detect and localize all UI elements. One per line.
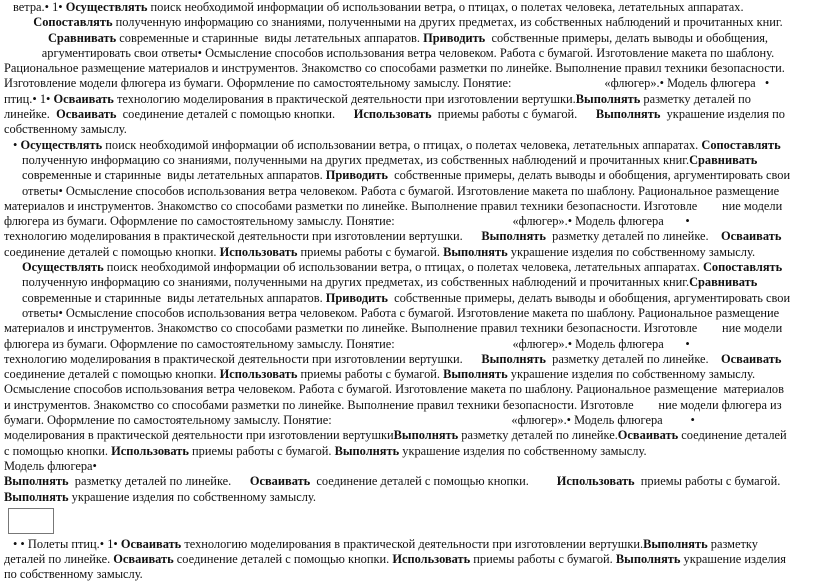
body-line: Осмысление способов использования ветра человеком. Работа с бумагой. Изготовление макета по шаблону. Рациональное размещение материалов — [4, 382, 784, 397]
body-line: ответы• Осмысление способов использования ветра человеком. Работа с бумагой. Изготовление макета по шаблону. Рациональное размещение — [22, 183, 780, 198]
body-line: полученную информацию со знаниями, полученными на других предметах, из собственных наблюдений и прочитанных книг.Сравнивать — [22, 275, 758, 290]
body-line: современные и старинные виды летательных аппаратов. Приводить собственные примеры, делать выводы и обобщения, аргументировать свои — [22, 168, 791, 183]
body-line: • Осуществлять поиск необходимой информации об использовании ветра, о птицах, о полетах человека, летательных аппаратах. Сопоставлять — [13, 137, 781, 152]
document-body — [4, 0, 812, 505]
body-line: материалов и инструментов. Знакомство со способами разметки по линейке. Выполнение правил техники безопасности. Изготовле ние модели — [4, 198, 783, 213]
body-line: флюгера из бумаги. Оформление по самостоятельному замыслу. Понятие: «флюгер».• Модель флюгера • — [4, 214, 690, 229]
body-line: технологию моделирования в практической деятельности при изготовлении вертушки. Выполнять разметку деталей по линейке. Осваивать — [4, 229, 782, 244]
body-line: с помощью кнопки. Использовать приемы работы с бумагой. Выполнять украшение изделия по собственному замыслу. — [4, 443, 647, 458]
body-line: Рациональное размещение материалов и инструментов. Знакомство со способами разметки по линейке. Выполнение правил техники безопасности. — [4, 61, 785, 76]
document-footer — [4, 537, 812, 583]
body-line: Осуществлять поиск необходимой информации об использовании ветра, о птицах, о полетах человека, летательных аппаратах. Сопоставлять — [22, 260, 783, 275]
body-line: моделирования в практической деятельности при изготовлении вертушкиВыполнять разметку деталей по линейке.Осваивать соединение деталей — [4, 428, 787, 443]
body-line: линейке. Осваивать соединение деталей с помощью кнопки. Использовать приемы работы с бумагой. Выполнять украшение изделия по — [4, 107, 785, 122]
body-line: материалов и инструментов. Знакомство со способами разметки по линейке. Выполнение правил техники безопасности. Изготовле ние модели — [4, 321, 783, 336]
body-line: ветра.• 1• Осуществлять поиск необходимой информации об использовании ветра, о птицах, о полетах человека, летательных аппаратах. — [13, 0, 744, 14]
body-line: соединение деталей с помощью кнопки. Использовать приемы работы с бумагой. Выполнять украшение изделия по собственному замыслу. — [4, 244, 756, 259]
footer-line: • • Полеты птиц.• 1• Осваивать технологию моделирования в практической деятельности при изготовлении вертушки.Выполнять разметку — [13, 536, 758, 551]
body-line: аргументировать свои ответы• Осмысление способов использования ветра человеком. Работа с бумагой. Изготовление макета по шаблону. — [41, 45, 775, 60]
body-line: флюгера из бумаги. Оформление по самостоятельному замыслу. Понятие: «флюгер».• Модель флюгера • — [4, 336, 690, 351]
body-line: собственному замыслу. — [4, 122, 127, 137]
body-line: Сопоставлять полученную информацию со знаниями, полученными на других предметах, из собственных наблюдений и прочитанных книг. — [33, 15, 783, 30]
body-line: и инструментов. Знакомство со способами разметки по линейке. Выполнение правил техники безопасности. Изготовле ние модели флюгера из — [4, 397, 782, 412]
body-line: Изготовление модели флюгера из бумаги. Оформление по самостоятельному замыслу. Понятие: «флюгер».• Модель флюгера • — [4, 76, 770, 91]
body-line: Выполнять разметку деталей по линейке. Осваивать соединение деталей с помощью кнопки. Использовать приемы работы с бумагой. — [4, 474, 781, 489]
body-line: полученную информацию со знаниями, полученными на других предметах, из собственных наблюдений и прочитанных книг.Сравнивать — [22, 152, 758, 167]
body-line: птиц.• 1• Осваивать технологию моделирования в практической деятельности при изготовлении вертушки.Выполнять разметку деталей по — [4, 91, 751, 106]
empty-table-cell — [8, 508, 54, 534]
footer-line: деталей по линейке. Осваивать соединение деталей с помощью кнопки. Использовать приемы работы с бумагой. Выполнять украшение изделия — [4, 552, 786, 567]
footer-line: по собственному замыслу. — [4, 567, 143, 582]
body-line: ответы• Осмысление способов использования ветра человеком. Работа с бумагой. Изготовление макета по шаблону. Рациональное размещение — [22, 305, 780, 320]
body-line: соединение деталей с помощью кнопки. Использовать приемы работы с бумагой. Выполнять украшение изделия по собственному замыслу. — [4, 367, 756, 382]
body-line: бумаги. Оформление по самостоятельному замыслу. Понятие: «флюгер».• Модель флюгера • — [4, 413, 695, 428]
body-line: Выполнять украшение изделия по собственному замыслу. — [4, 489, 316, 504]
body-line: Сравнивать современные и старинные виды летательных аппаратов. Приводить собственные примеры, делать выводы и обобщения, — [47, 30, 768, 45]
body-line: технологию моделирования в практической деятельности при изготовлении вертушки. Выполнять разметку деталей по линейке. Осваивать — [4, 351, 782, 366]
body-line: Модель флюгера• — [4, 458, 97, 473]
body-line: современные и старинные виды летательных аппаратов. Приводить собственные примеры, делать выводы и обобщения, аргументировать свои — [22, 290, 791, 305]
